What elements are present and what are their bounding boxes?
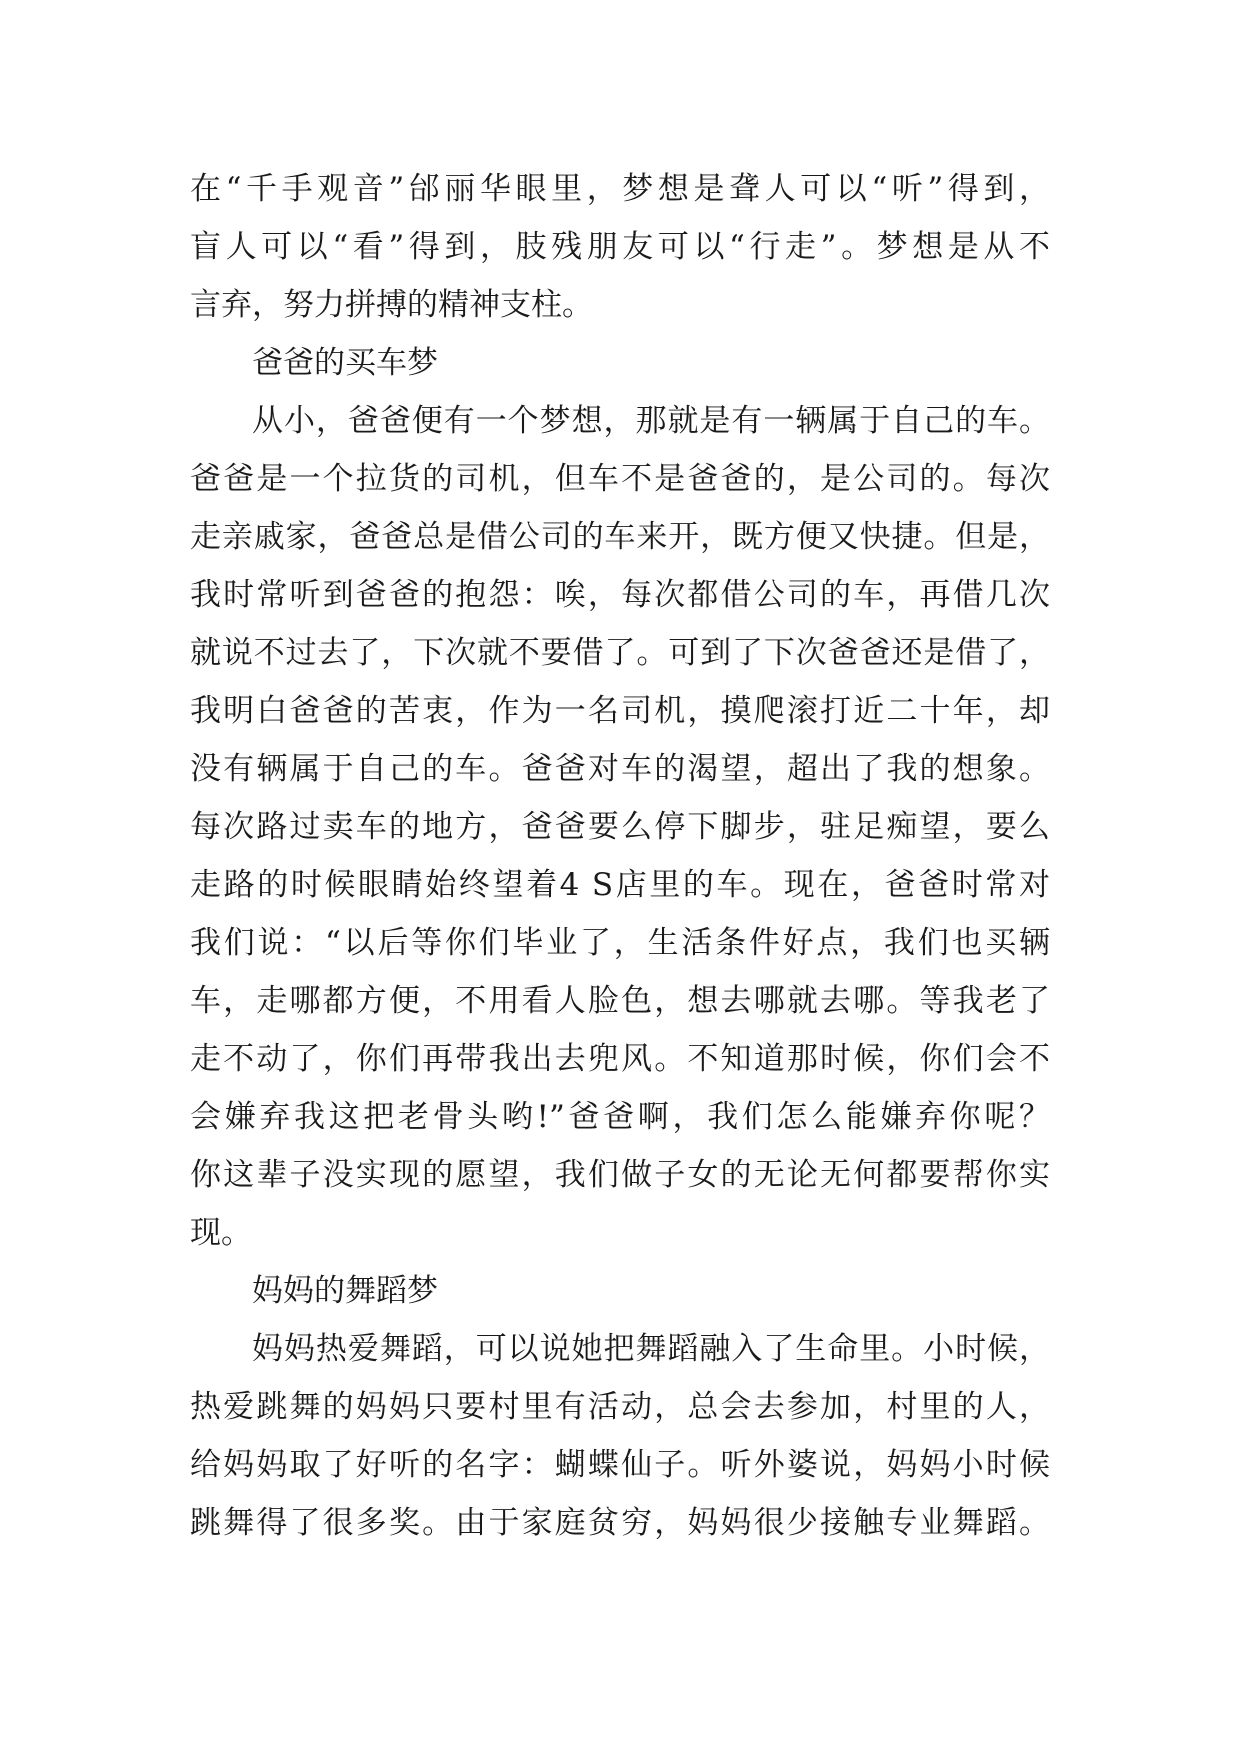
- body-line: 就说不过去了，下次就不要借了。可到了下次爸爸还是借了，: [190, 635, 1050, 671]
- body-line: 热爱跳舞的妈妈只要村里有活动，总会去参加，村里的人，: [190, 1389, 1050, 1425]
- section-heading: 爸爸的买车梦: [252, 345, 438, 381]
- body-line: 盲人可以“看”得到，肢残朋友可以“行走”。梦想是从不: [190, 229, 1050, 265]
- body-line: 我明白爸爸的苦衷，作为一名司机，摸爬滚打近二十年，却: [190, 693, 1050, 729]
- body-line: 言弃，努力拼搏的精神支柱。: [190, 287, 593, 323]
- body-line: 你这辈子没实现的愿望，我们做子女的无论无何都要帮你实: [190, 1157, 1050, 1193]
- body-line: 没有辆属于自己的车。爸爸对车的渴望，超出了我的想象。: [190, 751, 1050, 787]
- body-line: 跳舞得了很多奖。由于家庭贫穷，妈妈很少接触专业舞蹈。: [190, 1505, 1050, 1541]
- body-line: 从小，爸爸便有一个梦想，那就是有一辆属于自己的车。: [252, 403, 1050, 439]
- body-line: 走不动了，你们再带我出去兜风。不知道那时候，你们会不: [190, 1041, 1050, 1077]
- section-heading: 妈妈的舞蹈梦: [252, 1273, 438, 1309]
- body-line: 给妈妈取了好听的名字：蝴蝶仙子。听外婆说，妈妈小时候: [190, 1447, 1050, 1483]
- body-line: 每次路过卖车的地方，爸爸要么停下脚步，驻足痴望，要么: [190, 809, 1050, 845]
- body-line: 我时常听到爸爸的抱怨：唉，每次都借公司的车，再借几次: [190, 577, 1050, 613]
- body-line: 车，走哪都方便，不用看人脸色，想去哪就去哪。等我老了: [190, 983, 1050, 1019]
- body-line: 爸爸是一个拉货的司机，但车不是爸爸的，是公司的。每次: [190, 461, 1050, 497]
- body-line: 会嫌弃我这把老骨头哟!”爸爸啊，我们怎么能嫌弃你呢？: [190, 1099, 1050, 1135]
- document-body: [190, 160, 1050, 1552]
- body-line: 现。: [190, 1215, 252, 1251]
- body-line: 妈妈热爱舞蹈，可以说她把舞蹈融入了生命里。小时候，: [252, 1331, 1050, 1367]
- body-line: 我们说：“以后等你们毕业了，生活条件好点，我们也买辆: [190, 925, 1050, 961]
- body-line: 走亲戚家，爸爸总是借公司的车来开，既方便又快捷。但是，: [190, 519, 1050, 555]
- body-line: 在“千手观音”邰丽华眼里，梦想是聋人可以“听”得到，: [190, 171, 1050, 207]
- body-line: 走路的时候眼睛始终望着4 S店里的车。现在，爸爸时常对: [190, 867, 1050, 903]
